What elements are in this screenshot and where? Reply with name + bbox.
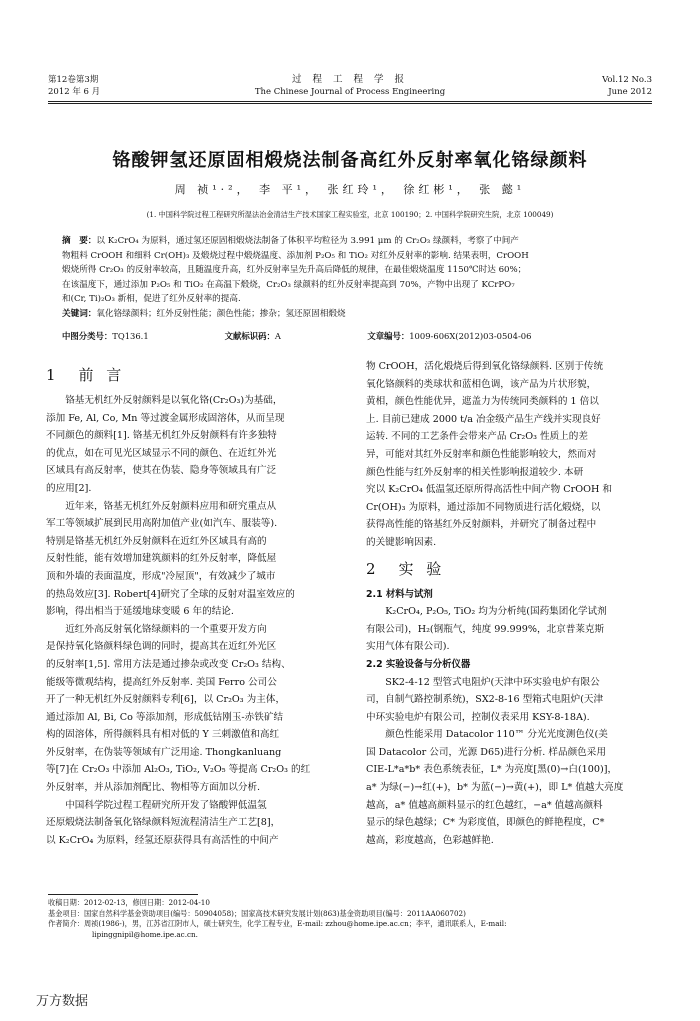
header-right bbox=[602, 74, 652, 98]
right-column bbox=[366, 358, 656, 849]
watermark: 万方数据 bbox=[36, 994, 89, 1009]
paragraph: 颜色性能采用 Datacolor 110™ 分光光度测色仪(美 国 Datacolor 公司，光源 D65)进行分析. 样品颜色采用 CIE-L*a*b* 表色系统表征，L* 为亮度[黑(0)→白(100)]， a* 为绿(−)→红(+)，b* 为蓝(−)→黄(+)，即 L* 值越大亮度 越高，a* 值越高颜料显示的红色越红，−a* 值越高颜料 显示的绿色越绿；C* 为彩度值，即颜色的鲜艳程度，C* 越高，彩度越高，色彩越鲜艳. bbox=[366, 729, 624, 846]
abstract-line: 摘 要：以 K₂CrO₄ 为原料，通过氢还原固相煅烧法制备了体积平均粒径为 3.991 μm 的 Cr₂O₃ 绿颜料，考察了中间产 bbox=[62, 236, 519, 246]
paragraph: SK2-4-12 型管式电阻炉(天津中环实验电炉有限公 司，自制气路控制系统)，SX2-8-16 型箱式电阻炉(天津 中环实验电炉有限公司，控制仪表采用 KSY-8-18A). bbox=[366, 676, 604, 723]
header-date-en: June 2012 bbox=[608, 87, 652, 97]
footnote-received: 收稿日期：2012-02-13，修回日期：2012-04-10 bbox=[48, 898, 210, 907]
section-heading-intro: 1 前 言 bbox=[46, 366, 126, 384]
header-center bbox=[48, 74, 652, 98]
header-volume-cn: 第12卷第3期 bbox=[48, 75, 99, 85]
paragraph: K₂CrO₄, P₂O₅, TiO₂ 均为分析纯(国药集团化学试剂 有限公司)，H₂(钢瓶气，纯度 99.999%，北京普莱克斯 实用气体有限公司). bbox=[366, 606, 607, 653]
footnotes bbox=[48, 898, 652, 940]
footnote-rule bbox=[48, 894, 198, 895]
article-id: 1009-606X(2012)03-0504-06 bbox=[409, 331, 532, 341]
paragraph: 近红外高反射氧化铬绿颜料的一个重要开发方向 是保持氧化铬颜料绿色调的同时，提高其在近红外光区 的反射率[1,5]. 常用方法是通过掺杂或改变 Cr₂O₃ 结构、 能级等微观结构，提高红外反射率. 美国 Ferro 公司公 开了一种无机红外反射颜料专利[6]，以 Cr₂O₃ 为主体， 通过添加 Al, Bi, Co 等添加剂，形成低钴刚玉-赤铁矿结 构的固溶体，所得颜料具有相对低的 Y 三刺激值和高红 外反射率，在伪装等领域有广泛用途. Thongkanluang 等[7]在 Cr₂O₃ 中添加 Al₂O₃, TiO₂, V₂O₅ 等提高 Cr₂O₃ 的红 外反射率，并从添加剂配比、物相等方面加以分析. bbox=[46, 623, 311, 794]
keywords-line bbox=[62, 307, 638, 322]
paragraph: 铬基无机红外反射颜料是以氧化铬(Cr₂O₃)为基础， 添加 Fe, Al, Co, Mn 等过渡金属形成固溶体，从而呈现 不同颜色的颜料[1]. 铬基无机红外反射颜料有许多独特 的优点，如在可见光区域显示不同的颜色、在近红外光 区域具有高反射率，使其在伪装、隐身等领域具有广泛 的应用[2]. bbox=[46, 395, 285, 494]
abstract-line: 和(Cr, Ti)₂O₃ 新相，促进了红外反射率的提高. bbox=[62, 294, 241, 305]
affiliation: (1. 中国科学院过程工程研究所湿法冶金清洁生产技术国家工程实验室，北京 100190；2. 中国科学院研究生院，北京 100049) bbox=[146, 210, 554, 219]
header-date-cn: 2012 年 6 月 bbox=[48, 87, 101, 97]
footnote-author-bio: 作者简介：周祯(1986-)，男，江苏省江阴市人，硕士研究生，化学工程专业，E-mail: zzhou@home.ipe.ac.cn；李平，通讯联系人，E-mail: bbox=[48, 919, 507, 929]
paragraph: 物 CrOOH，活化煅烧后得到氧化铬绿颜料. 区别于传统 氧化铬颜料的类球状和蓝相色调，该产品为片状形貌， 黄相，颜色性能优异，遮盖力为传统同类颜料的 1 倍以 上. 目前已建成 2000 t/a 冶金级产品生产线并实现良好 运转. 不同的工艺条件会带来产品 Cr₂O₃ 性质上的差 异，可能对其红外反射率和颜色性能影响较大，然而对 颜色性能与红外反射率的相关性影响报道较少. 本研 究以 K₂CrO₄ 低温氢还原所得高活性中间产物 CrOOH 和 Cr(OH)₃ 为原料，通过添加不同物质进行活化煅烧，以 获得高性能的铬基红外反射颜料，并研究了制备过程中 的关键影响因素. bbox=[366, 361, 612, 548]
author-list: 周 祯¹·²， 李 平¹， 张红玲¹， 徐红彬¹， 张 懿¹ bbox=[174, 183, 526, 196]
header-rule-thin bbox=[48, 103, 652, 104]
running-header bbox=[48, 74, 652, 100]
abstract-line: 物粗料 CrOOH 和细料 Cr(OH)₃ 及煅烧过程中煅烧温度、添加剂 P₂O₅ 和 TiO₂ 对红外反射率的影响. 结果表明，CrOOH bbox=[62, 250, 529, 261]
clc-number: TQ136.1 bbox=[112, 331, 149, 341]
keywords-label: 关键词： bbox=[62, 308, 97, 319]
subsection-heading-equipment: 2.2 实验设备与分析仪器 bbox=[366, 658, 471, 670]
keywords-text: 氧化铬绿颜料；红外反射性能；颜色性能；掺杂；氢还原固相煅烧 bbox=[96, 308, 346, 319]
abstract-line: 在该温度下，通过添加 P₂O₅ 和 TiO₂ 在高温下煅烧，Cr₂O₃ 绿颜料的红外反射率提高到 70%，产物中出现了 KCrPO₇ bbox=[62, 279, 515, 290]
section-heading-experiment: 2 实 验 bbox=[366, 559, 446, 578]
footnote-funding: 基金项目：国家自然科学基金资助项目(编号：50904058)；国家高技术研究发展计划(863)基金资助项目(编号：2011AA060702) bbox=[48, 908, 466, 918]
journal-name-cn: 过 程 工 程 学 报 bbox=[291, 74, 409, 85]
abstract-line: 煅烧所得 Cr₂O₃ 的反射率较高，且随温度升高，红外反射率呈先升高后降低的规律，在最佳煅烧温度 1150℃时达 60%； bbox=[62, 265, 527, 276]
subsection-heading-materials: 2.1 材料与试剂 bbox=[366, 588, 433, 600]
document-code: A bbox=[274, 331, 281, 341]
classification-line: 中图分类号：TQ136.1 文献标识码：A 文章编号：1009-606X(2012)03-0504-06 bbox=[62, 331, 532, 341]
footnote-email: lipinggnipil@home.ipe.ac.cn. bbox=[92, 929, 198, 939]
paragraph: 近年来，铬基无机红外反射颜料应用和研究重点从 军工等领域扩展到民用高附加值产业(如汽车、服装等). 特别是铬基无机红外反射颜料在近红外区域具有高的 反射性能，能有效增加建筑颜料的红外反射率，降低屋 顶和外墙的表面温度，形成"冷屋顶"，有效减少了城市 的热岛效应[3]. Robert[4]研究了全球的反射对温室效应的 影响，得出相当于延缓地球变暖 6 年的结论. bbox=[46, 500, 295, 618]
journal-name-en: The Chinese Journal of Process Engineering bbox=[254, 87, 446, 97]
header-rule bbox=[48, 101, 652, 102]
header-volume-en: Vol.12 No.3 bbox=[602, 75, 652, 85]
article-title: 铬酸钾氢还原固相煅烧法制备高红外反射率氧化铬绿颜料 bbox=[112, 150, 588, 171]
paragraph: 中国科学院过程工程研究所开发了铬酸钾低温氢 还原煅烧法制备氧化铬绿颜料短流程清洁生产工艺[8]， 以 K₂CrO₄ 为原料，经氢还原获得具有高活性的中间产 bbox=[46, 799, 281, 846]
left-column bbox=[46, 358, 332, 849]
abstract-block bbox=[62, 234, 638, 322]
abstract-label: 摘 要： bbox=[62, 236, 97, 246]
